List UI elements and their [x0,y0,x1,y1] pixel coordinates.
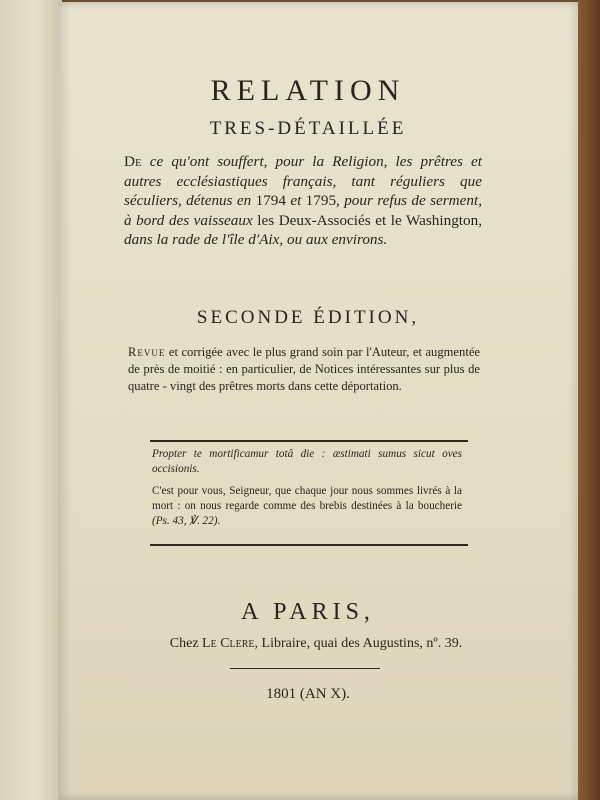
book-subtitle: TRES-DÉTAILLÉE [209,118,407,139]
publisher-address: , Libraire, quai des Augustins, nº. 39. [254,636,463,651]
epigraph-bottom-rule [150,544,468,546]
revision-text: et corrigée avec le plus grand soin par l'Auteur, et augmentée de près de moitié : en particulier, de Notices intéressantes sur plus de quatre - vingt des prêtres morts dans cette déportation. [128,345,480,394]
imprint-rule [230,668,380,669]
epigraph-reference: (Ps. 43, ℣. 22). [152,515,221,527]
publisher-chez: Chez [169,636,203,651]
description-first-word: De [124,153,142,170]
epigraph [152,447,462,529]
description-seg-1: 1794 [255,192,286,210]
description-seg-3: 1795 [305,192,337,210]
imprint-place: A PARIS, [241,599,375,625]
title-description [124,152,482,250]
title-page [58,2,578,800]
epigraph-top-rule [150,440,468,442]
publication-date: 1801 (AN X). [266,686,350,702]
description-seg-2: et [285,192,306,210]
edition-statement: SECONDE ÉDITION, [196,307,420,328]
epigraph-french-text: C'est pour vous, Seigneur, que chaque jour nous sommes livrés à la mort : on nous regarde comme des brebis destinées à la boucherie [152,485,462,512]
description-seg-5: les Deux-Associés et le Washington [257,211,479,229]
book-cover-edge [578,0,600,800]
description-seg-6: , dans la rade de l'île d'Aix, ou aux environs. [124,211,482,249]
publisher-name: Le Clere [202,636,255,651]
description-seg-4: , pour refus de serment, à bord des vaisseaux [124,192,483,229]
description-seg-0: ce qu'ont souffert, pour la Religion, les prêtres et autres ecclésiastiques français, tant réguliers que séculiers, détenus en [124,153,482,210]
imprint-publisher [96,636,536,652]
epigraph-latin: Propter te mortificamur totâ die : æstimati sumus sicut oves occisionis. [152,448,462,475]
book-title: RELATION [210,74,406,107]
revision-note [128,344,480,396]
revision-first-word: Revue [128,345,166,359]
epigraph-french [152,484,462,529]
book-binding [0,0,62,800]
